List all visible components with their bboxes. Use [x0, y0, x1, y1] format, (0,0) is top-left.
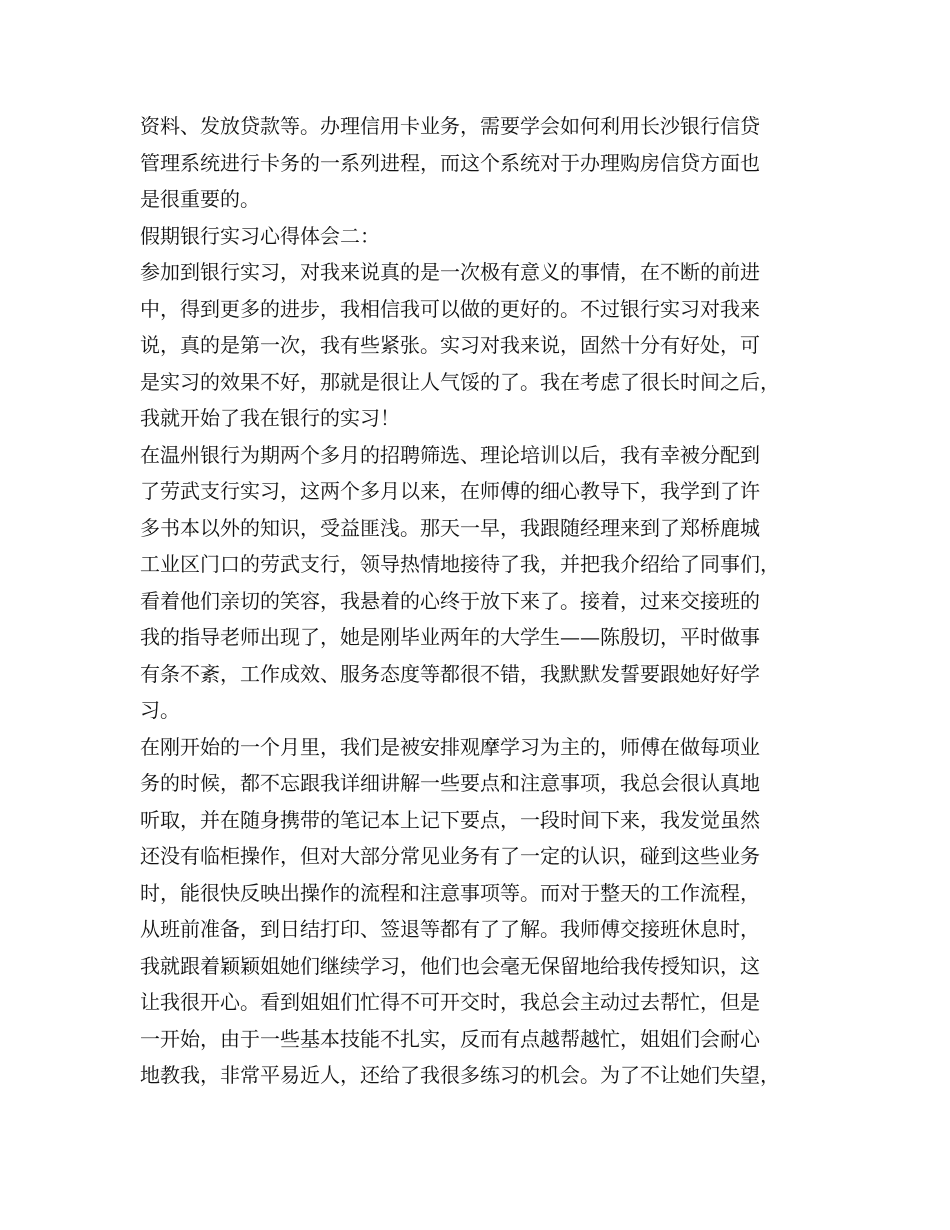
document-body	[140, 108, 830, 1094]
text-line: 看着他们亲切的笑容，我悬着的心终于放下来了。接着，过来交接班的	[140, 588, 760, 613]
text-line: 在刚开始的一个月里，我们是被安排观摩学习为主的，师傅在做每项业	[140, 734, 760, 759]
section-heading: 假期银行实习心得体会二：	[140, 223, 380, 248]
text-line: 习。	[140, 698, 180, 722]
text-line: 一开始，由于一些基本技能不扎实，反而有点越帮越忙，姐姐们会耐心	[140, 1026, 760, 1051]
text-line: 资料、发放贷款等。办理信用卡业务，需要学会如何利用长沙银行信贷	[140, 114, 760, 138]
text-line: 是实习的效果不好，那就是很让人气馁的了。我在考虑了很长时间之后，	[140, 369, 780, 394]
text-line: 在温州银行为期两个多月的招聘筛选、理论培训以后，我有幸被分配到	[140, 442, 760, 467]
text-line: 中，得到更多的进步，我相信我可以做的更好的。不过银行实习对我来	[140, 296, 760, 321]
text-line: 时，能很快反映出操作的流程和注意事项等。而对于整天的工作流程，	[140, 880, 760, 905]
text-line: 是很重要的。	[140, 187, 260, 211]
text-line: 还没有临柜操作，但对大部分常见业务有了一定的认识，碰到这些业务	[140, 844, 760, 868]
text-line: 让我很开心。看到姐姐们忙得不可开交时，我总会主动过去帮忙，但是	[140, 990, 760, 1014]
text-line: 从班前准备，到日结打印、签退等都有了了解。我师傅交接班休息时，	[140, 917, 760, 941]
text-line: 务的时候，都不忘跟我详细讲解一些要点和注意事项，我总会很认真地	[140, 771, 760, 795]
text-line: 工业区门口的劳武支行，领导热情地接待了我，并把我介绍给了同事们，	[140, 552, 780, 576]
text-line: 我就开始了我在银行的实习！	[140, 406, 400, 430]
text-line: 管理系统进行卡务的一系列进程，而这个系统对于办理购房信贷方面也	[140, 150, 760, 175]
text-line: 说，真的是第一次，我有些紧张。实习对我来说，固然十分有好处，可	[140, 333, 760, 357]
text-line: 参加到银行实习，对我来说真的是一次极有意义的事情，在不断的前进	[140, 260, 760, 284]
text-line: 多书本以外的知识，受益匪浅。那天一早，我跟随经理来到了郑桥鹿城	[140, 515, 760, 540]
text-line: 了劳武支行实习，这两个多月以来，在师傅的细心教导下，我学到了许	[140, 479, 760, 503]
text-line: 我的指导老师出现了，她是刚毕业两年的大学生——陈殷切，平时做事	[140, 625, 760, 649]
text-line: 有条不紊，工作成效、服务态度等都很不错，我默默发誓要跟她好好学	[140, 661, 760, 686]
text-line: 我就跟着颖颖姐她们继续学习，他们也会毫无保留地给我传授知识，这	[140, 953, 760, 978]
text-line: 地教我，非常平易近人，还给了我很多练习的机会。为了不让她们失望，	[140, 1063, 780, 1087]
text-line: 听取，并在随身携带的笔记本上记下要点，一段时间下来，我发觉虽然	[140, 807, 760, 832]
